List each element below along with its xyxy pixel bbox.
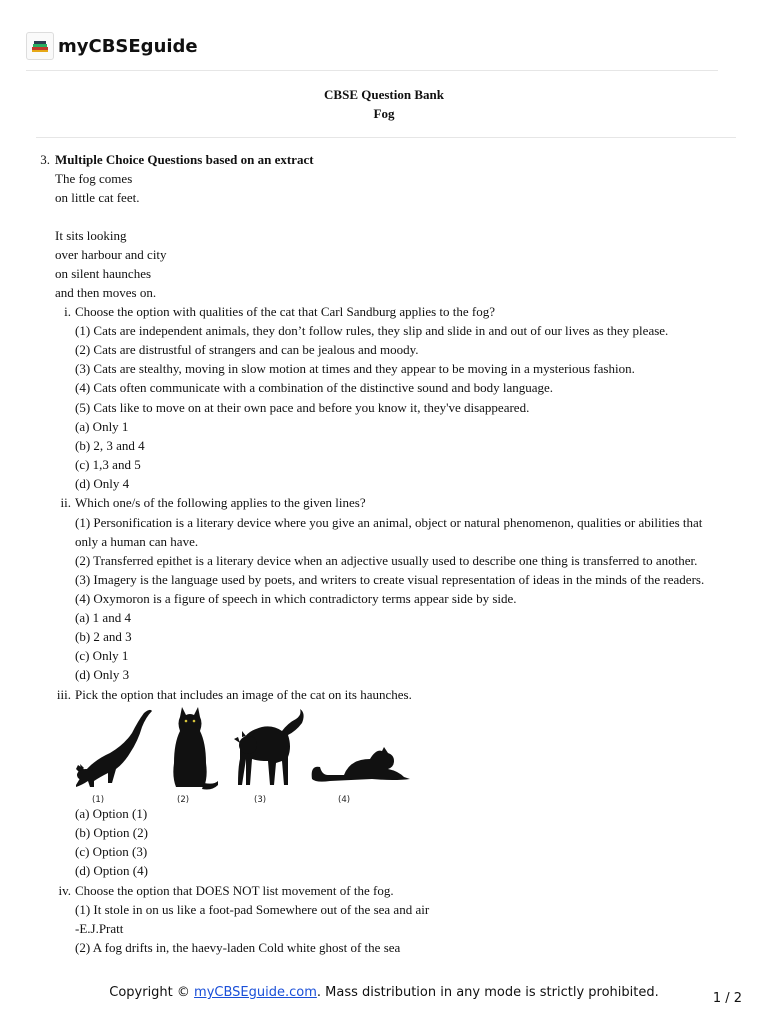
statement: (4) Cats often communicate with a combination of the distinctive sound and body language. [75,380,553,395]
extract-line: on silent haunches [55,266,152,281]
statement: (1) Cats are independent animals, they don’t follow rules, they slip and slide in and out of our lives as they please. [75,323,669,338]
sub-question-text: Choose the option that DOES NOT list movement of the fog. [75,883,394,898]
answer-option: (d) Option (4) [75,863,148,878]
extract-line: and then moves on. [55,285,157,300]
answer-option: (c) Only 1 [75,648,129,663]
title-divider [36,137,736,138]
brand-name: myCBSEguide [58,35,198,57]
logo-icon [26,32,54,60]
answer-option: (b) 2 and 3 [75,629,132,644]
sub-question-numeral: iv. [58,883,71,898]
extract-line: It sits looking [55,228,127,243]
question-heading: Multiple Choice Questions based on an extract [55,152,314,167]
answer-option: (d) Only 3 [75,667,130,682]
image-label: (2) [177,795,190,805]
cat-image-1 [76,710,152,787]
statement: (2) A fog drifts in, the haevy-laden Cold white ghost of the sea [75,940,401,955]
statement: (1) It stole in on us like a foot-pad Somewhere out of the sea and air [75,902,430,917]
footer-site-link[interactable]: myCBSEguide.com [194,985,317,1000]
statement: (3) Cats are stealthy, moving in slow motion at times and they appear to be moving in a mysterious fashion. [75,361,635,376]
sub-question-numeral: i. [64,304,71,319]
image-label: (4) [338,795,351,805]
answer-option: (b) 2, 3 and 4 [75,438,145,453]
statement: (3) Imagery is the language used by poets, and writers to create visual representation of ideas in the minds of the readers. [75,572,705,587]
answer-option: (a) 1 and 4 [75,610,131,625]
statement: (2) Transferred epithet is a literary device when an adjective usually used to describe one thing is transferred to another. [75,553,698,568]
extract-line: over harbour and city [55,247,167,262]
statement: (2) Cats are distrustful of strangers and can be jealous and moody. [75,342,419,357]
statement: (4) Oxymoron is a figure of speech in which contradictory terms appear side by side. [75,591,517,606]
cat-image-2 [173,707,218,790]
image-label: (3) [254,795,267,805]
cat-silhouettes-image [72,703,412,793]
answer-option: (a) Option (1) [75,806,148,821]
footer-prefix: Copyright © [109,985,195,1000]
sub-question-numeral: ii. [60,495,71,510]
sub-question-text: Which one/s of the following applies to the given lines? [75,495,366,510]
answer-option: (a) Only 1 [75,419,129,434]
cat-images [72,703,412,807]
site-header [26,30,198,62]
statement: only a human can have. [75,534,199,549]
answer-option: (d) Only 4 [75,476,130,491]
question-number: 3. [40,152,50,167]
statement: (5) Cats like to move on at their own pace and before you know it, they've disappeared. [75,400,530,415]
extract-line: on little cat feet. [55,190,140,205]
image-label: (1) [92,795,105,805]
answer-option: (b) Option (2) [75,825,148,840]
document-title: CBSE Question Bank [324,87,444,102]
page-number: 1 / 2 [712,991,742,1006]
cat-image-4 [312,747,410,782]
answer-option: (c) Option (3) [75,844,148,859]
answer-option: (c) 1,3 and 5 [75,457,141,472]
header-divider [26,70,718,71]
statement: -E.J.Pratt [75,921,124,936]
sub-question-text: Choose the option with qualities of the cat that Carl Sandburg applies to the fog? [75,304,496,319]
sub-question-text: Pick the option that includes an image of the cat on its haunches. [75,687,412,702]
sub-question-numeral: iii. [56,687,71,702]
cat-image-3 [234,709,304,785]
footer-suffix: . Mass distribution in any mode is strictly prohibited. [316,985,659,1000]
statement: (1) Personification is a literary device where you give an animal, object or natural phenomenon, qualities or abilities that [75,515,703,530]
document-subtitle: Fog [373,106,395,121]
extract-line: The fog comes [55,171,133,186]
footer-copyright [0,985,768,1000]
